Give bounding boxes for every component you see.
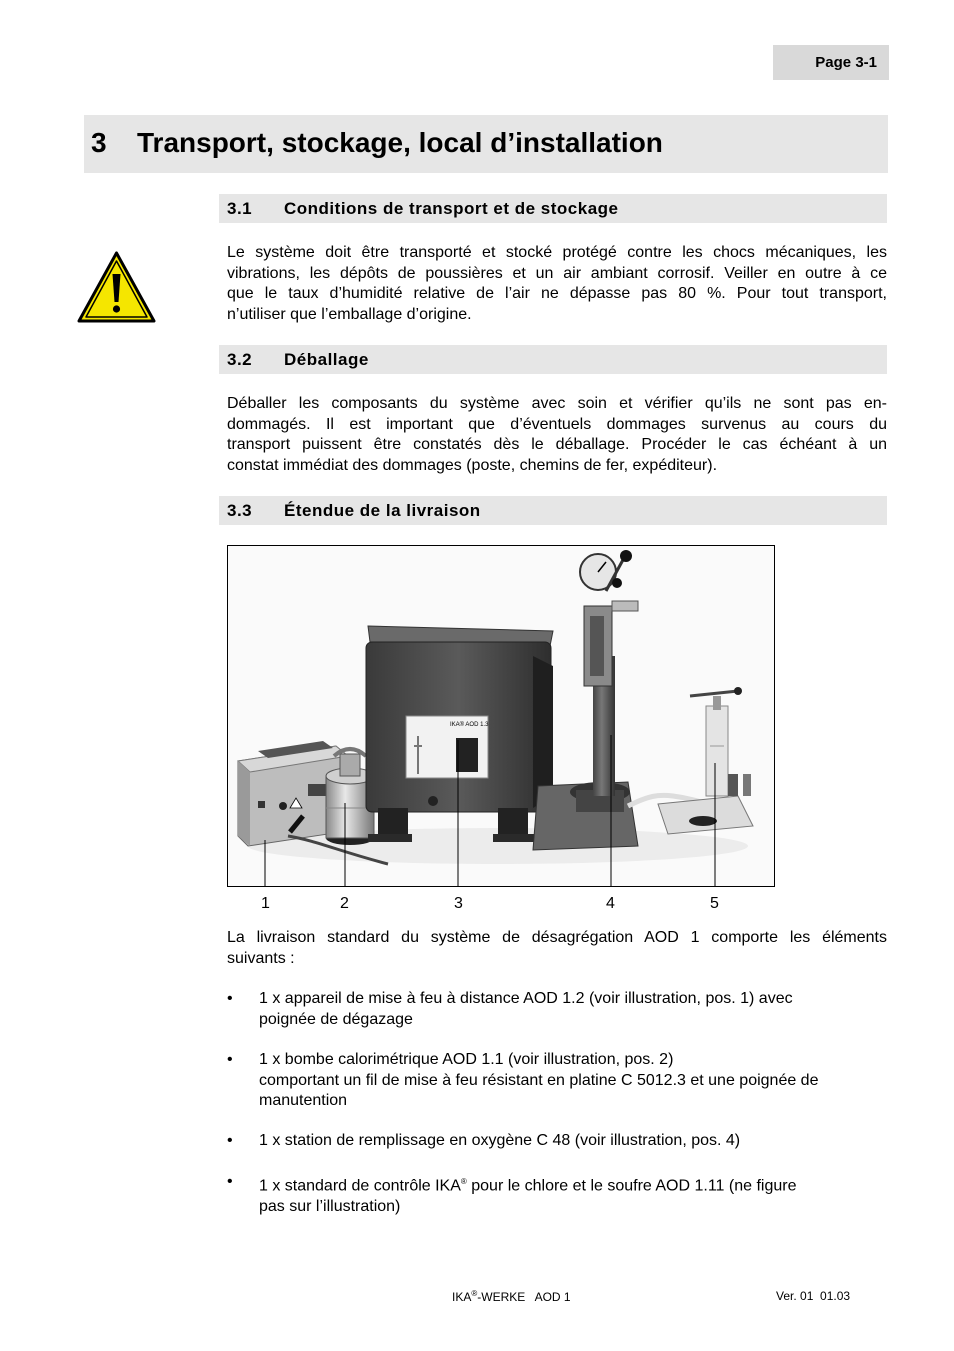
- text-line: 1 x appareil de mise à feu à distance AOD 1.2 (voir illustration, pos. 1) avec: [259, 990, 793, 1007]
- page-number-box: [773, 45, 889, 80]
- device-label: IKA® AOD 1.3: [450, 722, 489, 728]
- text-line: suivants :: [227, 949, 295, 967]
- section-heading-3-2: [219, 345, 887, 374]
- text-line: Le système doit être transporté et stocké protégé contre les chocs mécaniques, les: [227, 244, 887, 261]
- section-title: Conditions de transport et de stockage: [284, 199, 619, 218]
- section-title: Étendue de la livraison: [284, 501, 481, 520]
- section-heading-3-1: [219, 194, 887, 223]
- paragraph-delivery-intro: [227, 928, 887, 969]
- section-number: 3.2: [227, 350, 253, 369]
- bullet-icon: •: [227, 1173, 233, 1190]
- text-line: La livraison standard du système de désagrégation AOD 1 comporte les éléments: [227, 929, 887, 946]
- text-line: comportant un fil de mise à feu résistant en platine C 5012.3 et une poignée de: [259, 1071, 819, 1089]
- section-heading-3-3: [219, 496, 887, 525]
- callout-lines: [227, 545, 775, 887]
- bullet-icon: •: [227, 990, 233, 1007]
- registered-mark: ®: [460, 1177, 467, 1186]
- footer-version: Ver. 01 01.03: [776, 1289, 851, 1303]
- text-line: vibrations, les dépôts de poussières et un air ambiant corrosif. Veiller en outre à ce: [227, 264, 887, 282]
- text-line: manutention: [259, 1092, 348, 1109]
- paragraph-unpacking: [227, 394, 887, 476]
- chapter-number: 3: [91, 127, 107, 158]
- footer-brand: [452, 1289, 571, 1304]
- footer-brand-name: IKA: [452, 1290, 472, 1304]
- position-label-4: 4: [606, 895, 615, 912]
- paragraph-transport: [227, 243, 887, 325]
- position-label-2: 2: [340, 895, 349, 912]
- chapter-title: Transport, stockage, local d’installation: [137, 127, 663, 158]
- position-label-3: 3: [454, 895, 463, 912]
- text-fragment: pour le chlore et le soufre AOD 1.11 (ne figure: [466, 1177, 797, 1195]
- text-line: constat immédiat des dommages (poste, chemins de fer, expéditeur).: [227, 456, 718, 474]
- page-number: Page 3-1: [815, 54, 877, 71]
- bullet-icon: •: [227, 1132, 233, 1149]
- text-line: transport puissent être constatés dès le déballage. Procéder le cas échéant à un: [227, 436, 887, 453]
- text-line: Déballer les composants du système avec soin et vérifier qu’ils ne sont pas en-: [227, 395, 887, 412]
- chapter-heading: [84, 115, 888, 173]
- footer-brand-rest: -WERKE AOD 1: [477, 1290, 571, 1304]
- text-line: 1 x bombe calorimétrique AOD 1.1 (voir illustration, pos. 2): [259, 1051, 674, 1068]
- text-line: [259, 1172, 889, 1197]
- text-line: 1 x station de remplissage en oxygène C 48 (voir illustration, pos. 4): [259, 1132, 741, 1149]
- text-fragment: 1 x standard de contrôle IKA: [259, 1177, 461, 1195]
- bullet-icon: •: [227, 1051, 233, 1068]
- text-line: que le taux d’humidité relative de l’air ne dépasse pas 80 %. Pour tout transport,: [227, 285, 887, 302]
- text-line: pas sur l’illustration): [259, 1197, 401, 1215]
- warning-icon: [76, 250, 157, 324]
- section-title: Déballage: [284, 350, 369, 369]
- registered-mark: ®: [471, 1289, 478, 1298]
- text-line: poignée de dégazage: [259, 1010, 413, 1028]
- section-number: 3.3: [227, 501, 253, 520]
- section-number: 3.1: [227, 199, 253, 218]
- position-label-5: 5: [710, 895, 719, 912]
- text-line: dommagés. Il est important que d’éventuels dommages survenus au cours du: [227, 415, 887, 433]
- position-label-1: 1: [261, 895, 270, 912]
- text-line: n’utiliser que l’emballage d’origine.: [227, 305, 472, 323]
